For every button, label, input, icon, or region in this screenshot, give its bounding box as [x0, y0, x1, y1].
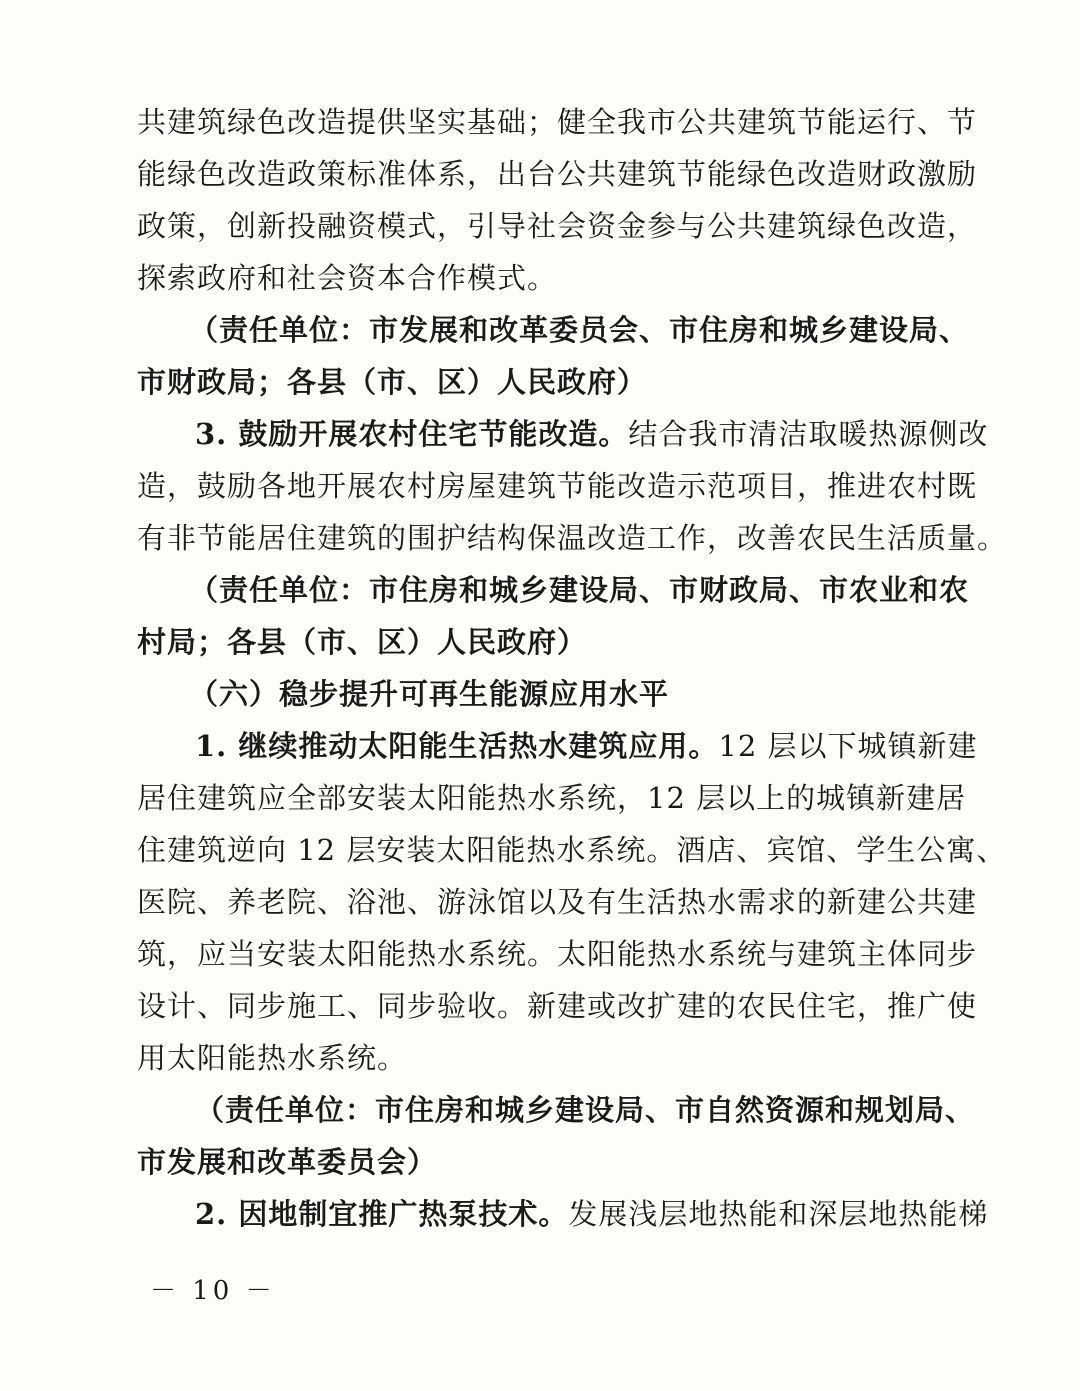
item-paragraph-start	[137, 720, 978, 772]
text-line: 居住建筑应全部安装太阳能热水系统，12 层以上的城镇新建居	[137, 781, 967, 815]
item-heading: 3. 鼓励开展农村住宅节能改造。	[195, 417, 629, 451]
text-line: 医院、养老院、浴池、游泳馆以及有生活热水需求的新建公共建	[137, 885, 978, 919]
text-line: 探索政府和社会资本合作模式。	[137, 261, 558, 295]
item-text: 结合我市清洁取暖热源侧改	[628, 417, 989, 451]
text-line: 政策，创新投融资模式，引导社会资金参与公共建筑绿色改造，	[137, 209, 978, 243]
responsibility-note: （责任单位：市发展和改革委员会、市住房和城乡建设局、	[189, 313, 970, 347]
item-paragraph-start	[137, 408, 989, 460]
responsibility-note: （责任单位：市住房和城乡建设局、市自然资源和规划局、	[195, 1093, 976, 1127]
item-text: 发展浅层地热能和深层地热能梯	[568, 1197, 989, 1231]
item-heading: 1. 继续推动太阳能生活热水建筑应用。	[195, 729, 719, 763]
document-body	[137, 96, 1008, 1240]
text-line: 有非节能居住建筑的围护结构保温改造工作，改善农民生活质量。	[137, 521, 1008, 555]
responsibility-note: （责任单位：市住房和城乡建设局、市财政局、市农业和农	[189, 573, 970, 607]
responsibility-note: 市发展和改革委员会）	[137, 1145, 438, 1179]
responsibility-note: 市财政局；各县（市、区）人民政府）	[137, 365, 648, 399]
text-line: 住建筑逆向 12 层安装太阳能热水系统。酒店、宾馆、学生公寓、	[137, 833, 1007, 867]
text-line: 筑，应当安装太阳能热水系统。太阳能热水系统与建筑主体同步	[137, 937, 978, 971]
text-line: 共建筑绿色改造提供坚实基础；健全我市公共建筑节能运行、节	[137, 105, 978, 139]
page-number: － 10 －	[150, 1276, 276, 1306]
item-heading: 2. 因地制宜推广热泵技术。	[195, 1197, 569, 1231]
responsibility-note: 村局；各县（市、区）人民政府）	[137, 625, 588, 659]
item-text: 12 层以下城镇新建	[718, 729, 978, 763]
section-heading: （六）稳步提升可再生能源应用水平	[189, 677, 670, 711]
text-line: 设计、同步施工、同步验收。新建或改扩建的农民住宅，推广使	[137, 989, 978, 1023]
item-paragraph-start	[137, 1188, 989, 1240]
text-line: 能绿色改造政策标准体系，出台公共建筑节能绿色改造财政激励	[137, 157, 978, 191]
text-line: 用太阳能热水系统。	[137, 1041, 408, 1075]
text-line: 造，鼓励各地开展农村房屋建筑节能改造示范项目，推进农村既	[137, 469, 978, 503]
